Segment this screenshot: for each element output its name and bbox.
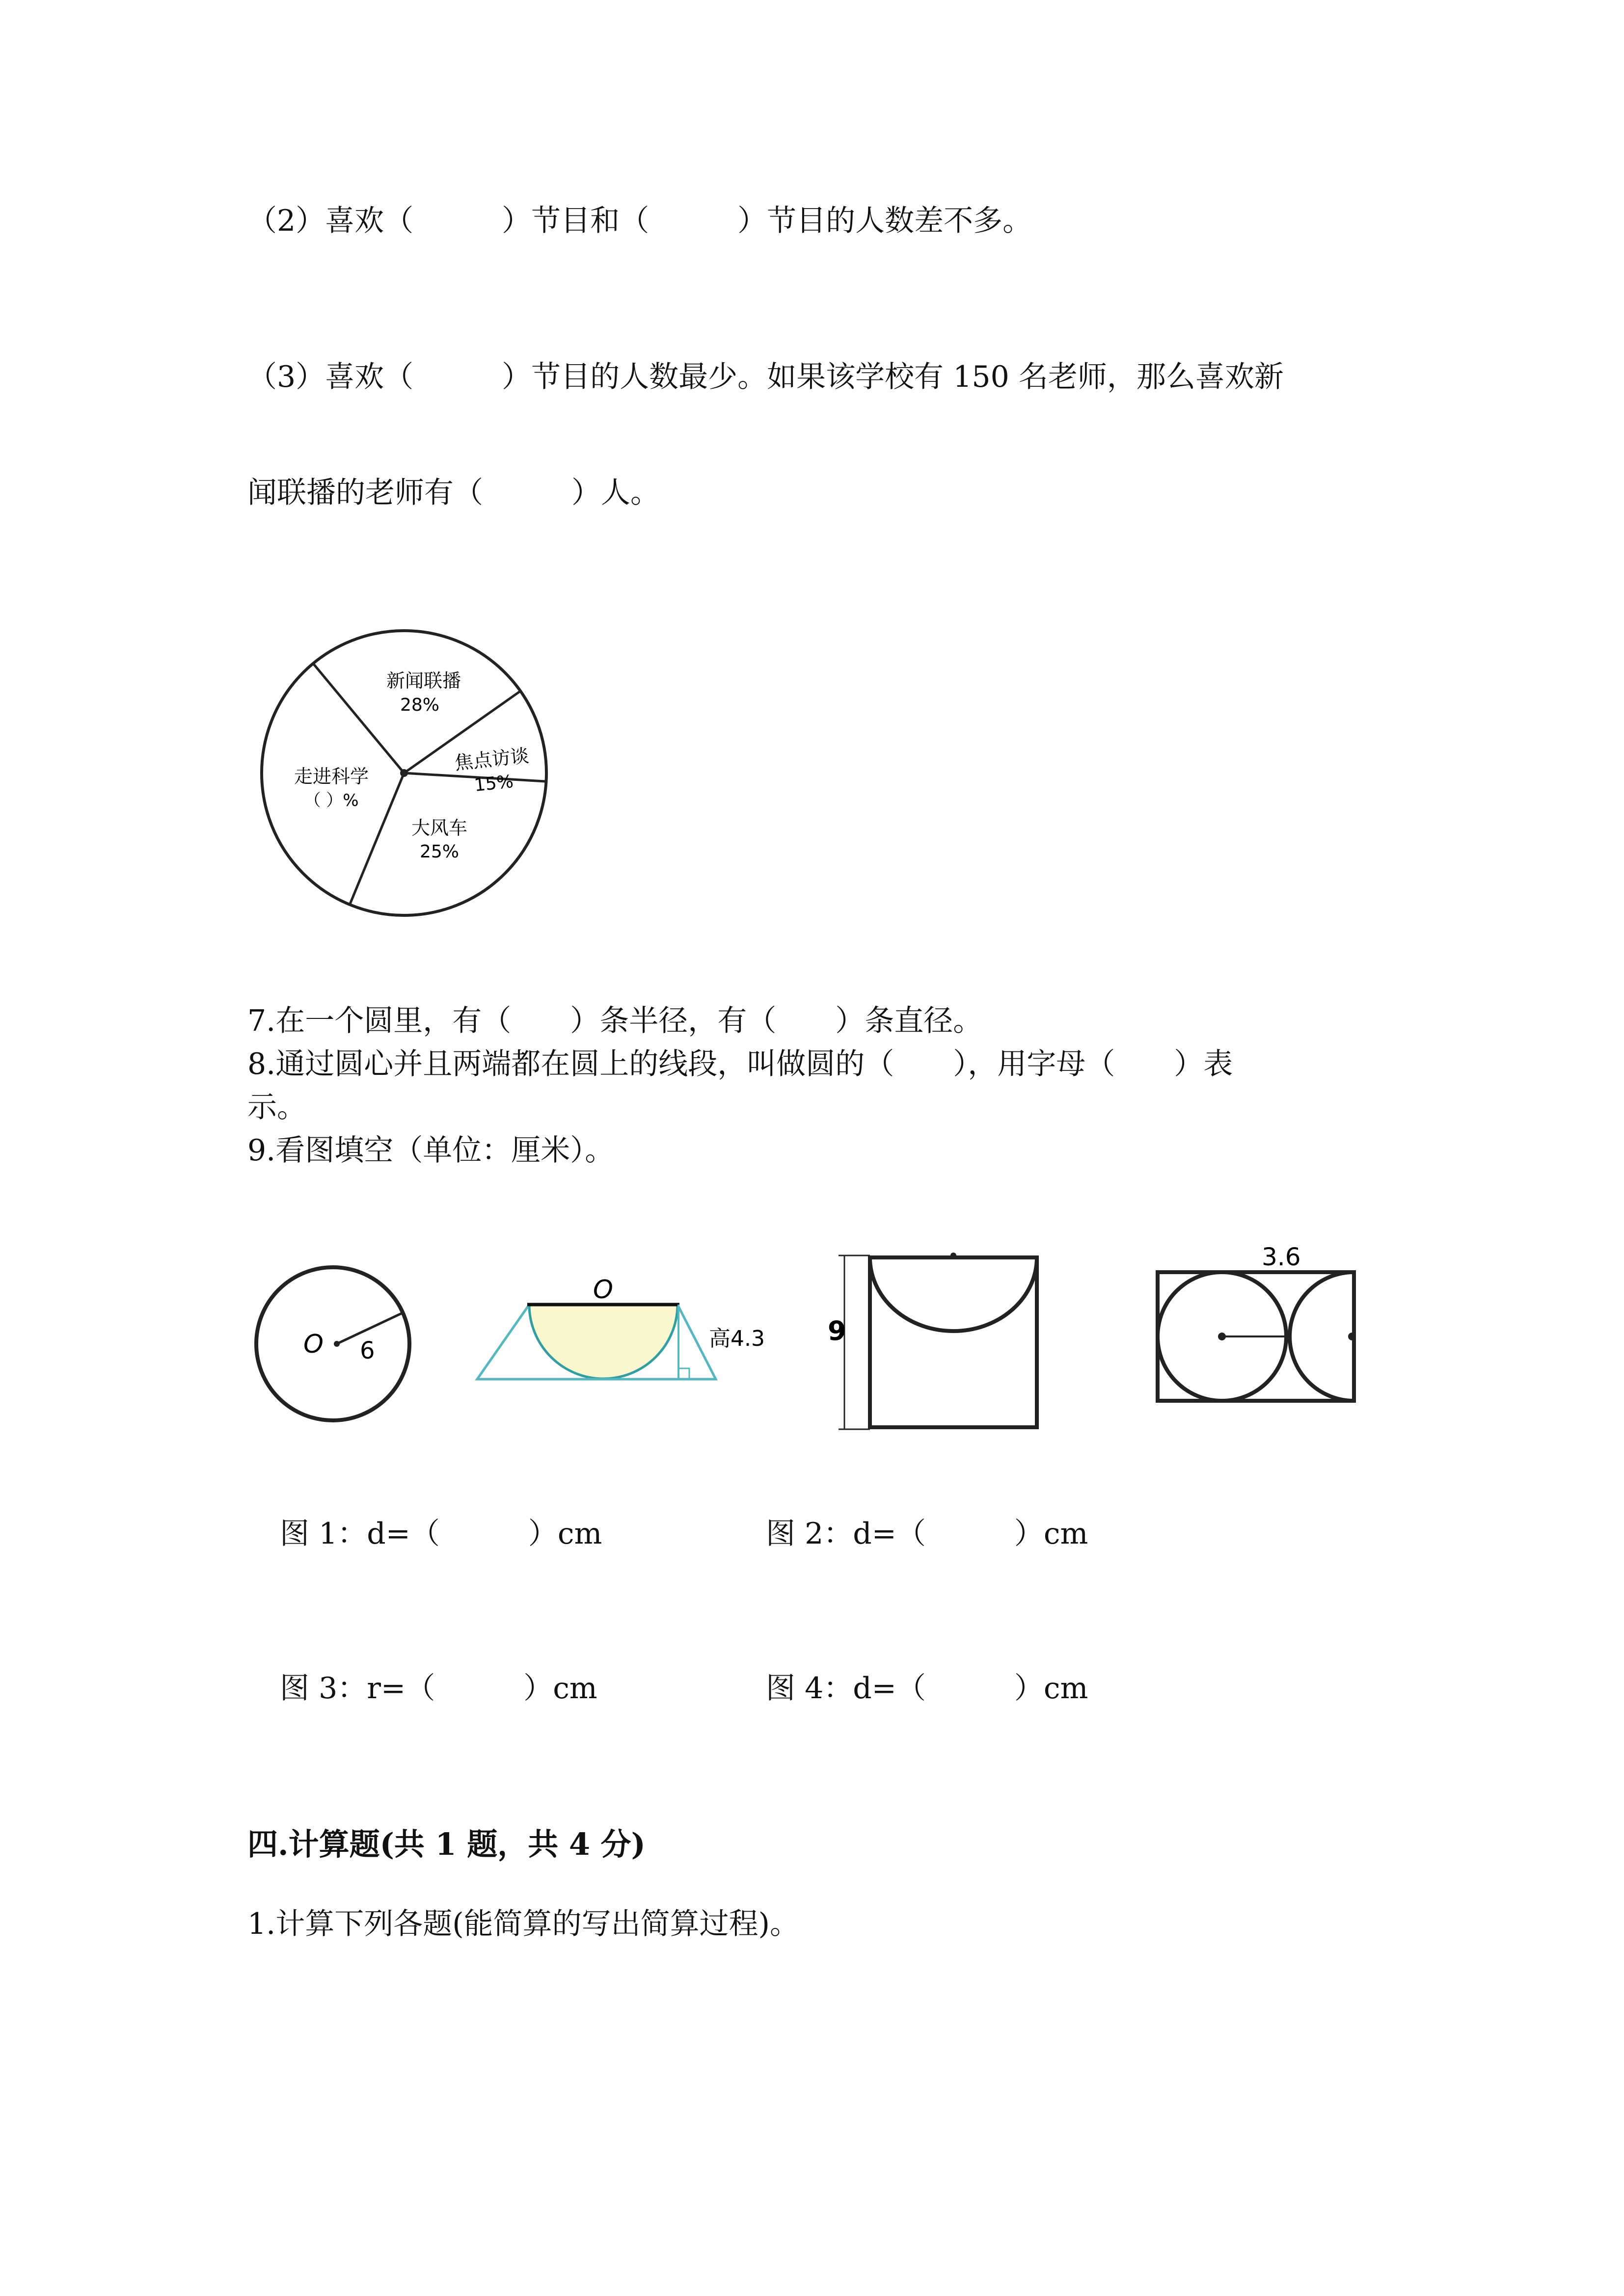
pie-value-focus: 15% xyxy=(473,771,514,796)
pie-label-science: 走进科学 xyxy=(294,766,369,787)
figure-1 xyxy=(249,1260,416,1427)
pie-chart-figure xyxy=(245,618,560,923)
q6-part2: （2）喜欢（ ）节目和（ ）节目的人数差不多。 xyxy=(247,204,1032,238)
figure-2 xyxy=(475,1271,789,1389)
section-4-title: 四.计算题(共 1 题，共 4 分) xyxy=(247,1826,646,1862)
figure-4 xyxy=(1154,1242,1370,1409)
fig1-radius-label: 6 xyxy=(360,1337,375,1364)
q6-part3-line1: （3）喜欢（ ）节目的人数最少。如果该学校有 150 名老师，那么喜欢新 xyxy=(247,360,1284,394)
pie-center-dot xyxy=(400,769,408,777)
pie-label-windmill: 大风车 xyxy=(411,817,468,839)
fig3-side-label: 9 xyxy=(828,1315,846,1346)
q6-part3-line2: 闻联播的老师有（ ）人。 xyxy=(247,476,660,510)
q8-line2: 示。 xyxy=(247,1090,306,1124)
figure-3 xyxy=(830,1242,1056,1438)
q9: 9.看图填空（单位：厘米）。 xyxy=(247,1133,615,1168)
q7: 7.在一个圆里，有（ ）条半径，有（ ）条直径。 xyxy=(247,1004,983,1038)
blank-fig4: 图 4：d=（ ）cm xyxy=(766,1671,1088,1706)
fig4-length-label: 3.6 xyxy=(1262,1243,1301,1271)
fig1-center-label: O xyxy=(303,1330,324,1359)
pie-value-science: （ ）% xyxy=(304,791,359,810)
fig2-height-label: 高4.3 xyxy=(709,1326,765,1351)
pie-value-windmill: 25% xyxy=(419,842,460,862)
calc-question-1: 1.计算下列各题(能简算的写出简算过程)。 xyxy=(247,1907,800,1941)
pie-value-news: 28% xyxy=(400,695,440,715)
fig2-center-label: O xyxy=(593,1275,613,1305)
q8-line1: 8.通过圆心并且两端都在圆上的线段，叫做圆的（ ），用字母（ ）表 xyxy=(247,1047,1233,1081)
blank-fig1: 图 1：d=（ ）cm xyxy=(280,1517,602,1551)
pie-label-news: 新闻联播 xyxy=(386,670,461,692)
pie-label-focus: 焦点访谈 xyxy=(453,745,530,774)
blank-fig3: 图 3：r=（ ）cm xyxy=(280,1671,597,1706)
blank-fig2: 图 2：d=（ ）cm xyxy=(766,1517,1088,1551)
